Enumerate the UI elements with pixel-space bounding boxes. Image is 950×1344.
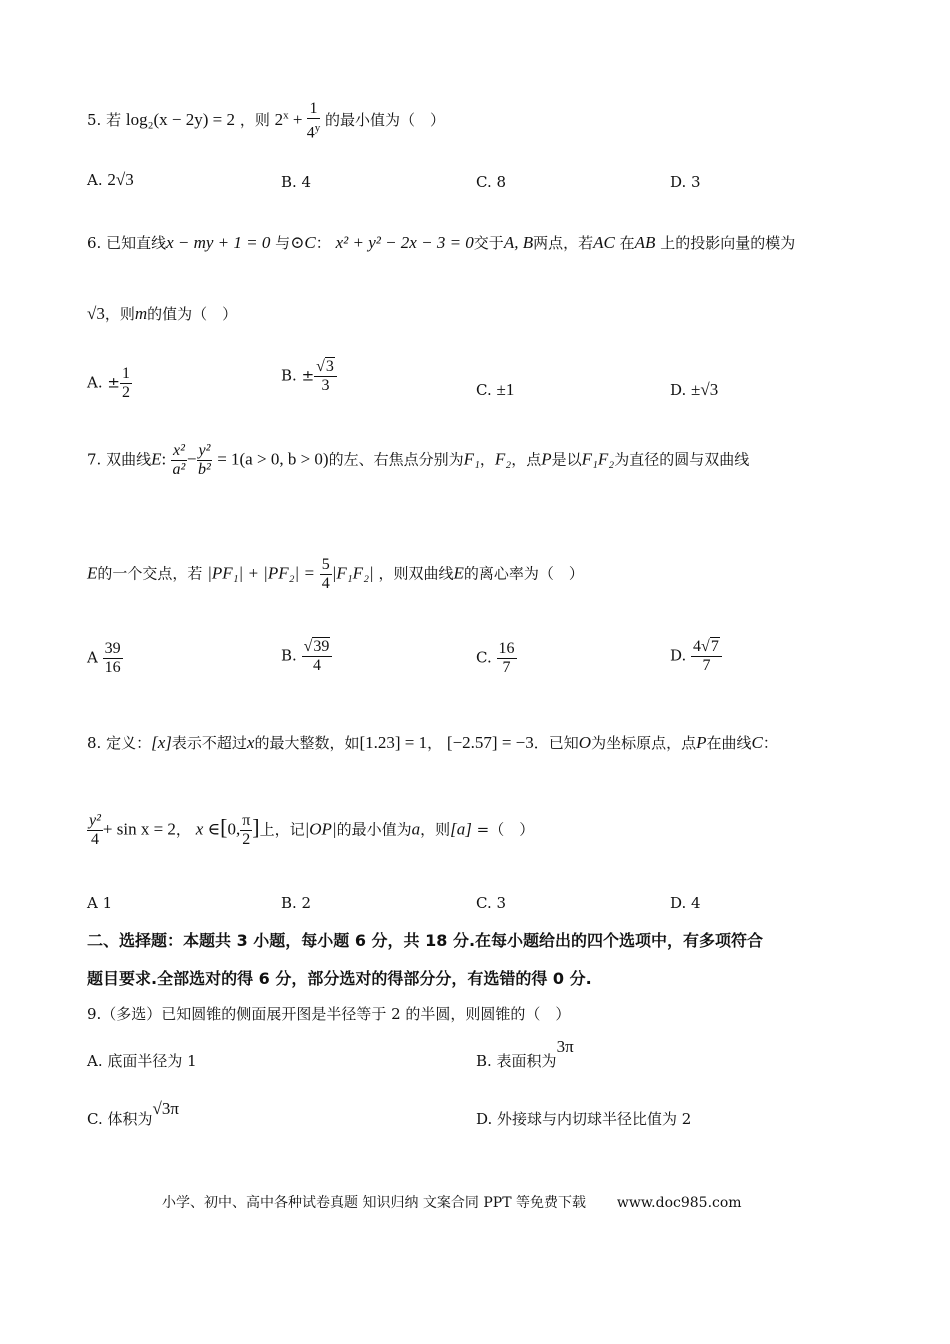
- q5-option-d: D. 3: [670, 173, 701, 191]
- q5-option-a: A. 2√3: [87, 170, 134, 189]
- q7-option-d: D. $\frac{4√7}{7}$: [670, 638, 722, 675]
- footer-link[interactable]: www.doc985.com: [616, 1195, 742, 1211]
- q7-option-b: B. $\frac{√39}{4}$: [281, 638, 332, 675]
- q8-stem-line1: 8. 定义：[x]表示不超过x的最大整数，如[1.23] = 1， [−2.57] = −3．已知O为坐标原点，点P在曲线C：: [87, 733, 778, 752]
- q6-option-c: C. ±1: [476, 380, 515, 399]
- q6-option-a: A. ± $\frac{1}{2}$: [87, 365, 130, 401]
- q6-stem-line1: 6. 已知直线x − my + 1 = 0 与⊙C： x² + y² − 2x − 3 = 0交于A, B两点，若AC 在AB 上的投影向量的模为: [87, 233, 796, 252]
- q8-stem-line2: $\frac{\text{y²}}{4}$ + sin x = 2， x ∈[0, $\frac{\pi}{2}$ ]上，记|OP|的最小值为a，则[a] =（ ）: [89, 812, 535, 848]
- q6-option-d: D. ±√3: [670, 380, 719, 399]
- q6-option-b: B. ± $\frac{√3}{3}$: [281, 358, 337, 395]
- q8-option-a: A 1: [87, 894, 113, 912]
- section2-heading-line2: 题目要求.全部选对的得 6 分，部分选对的得部分分，有选错的得 0 分.: [87, 969, 592, 988]
- q9-option-a: A. 底面半径为 1: [87, 1052, 197, 1070]
- q6-stem-line2: √3，则m的值为（ ）: [87, 304, 238, 323]
- q7-stem-line2: E的一个交点，若 |PF₁| + |PF₂| = $\frac{5}{4}$ |F₁F₂| ，则双曲线E的离心率为（ ）: [87, 556, 584, 592]
- q8-option-b: B. 2: [281, 894, 312, 912]
- q9-option-b: B. 表面积为3π: [476, 1037, 574, 1070]
- q5-option-c: C. 8: [476, 173, 507, 191]
- q5-log-expr: log₂(x − 2y) = 2: [125, 110, 236, 130]
- q5-option-b: B. 4: [281, 173, 312, 191]
- q7-option-a: A $\frac{39}{16}$: [87, 640, 121, 676]
- q7-stem-line1: 7. 双曲线E: $\frac{\text{x²}}{\text{a²}}$ − $\frac{\text{y²}}{\text{b²}}$ = 1(a > 0, b > 0)的左、右焦点分别为F₁，F₂，点P是以F₁F₂为直径的圆与双曲线: [87, 442, 750, 478]
- q8-option-d: D. 4: [670, 894, 701, 912]
- section2-heading-line1: 二、选择题：本题共 3 小题，每小题 6 分，共 18 分.在每小题给出的四个选项中，有多项符合: [87, 931, 764, 950]
- q5-expr: $2^x$ + $\frac{1}{4^y}$: [274, 100, 321, 142]
- q9-option-d: D. 外接球与内切球半径比值为 2: [476, 1110, 692, 1128]
- footer-text: 小学、初中、高中各种试卷真题 知识归纳 文案合同 PPT 等免费下载 www.doc985.com: [162, 1195, 742, 1211]
- q7-option-c: C. $\frac{16}{7}$: [476, 640, 515, 676]
- q8-option-c: C. 3: [476, 894, 507, 912]
- q5-stem: 5. 若 log₂(x − 2y) = 2 ，则 $2^x$ + $\frac{1}{4^y}$ 的最小值为（ ）: [87, 100, 445, 142]
- q9-stem: 9.（多选）已知圆锥的侧面展开图是半径等于 2 的半圆，则圆锥的（ ）: [87, 1005, 571, 1023]
- q9-option-c: C. 体积为√3π: [87, 1099, 179, 1128]
